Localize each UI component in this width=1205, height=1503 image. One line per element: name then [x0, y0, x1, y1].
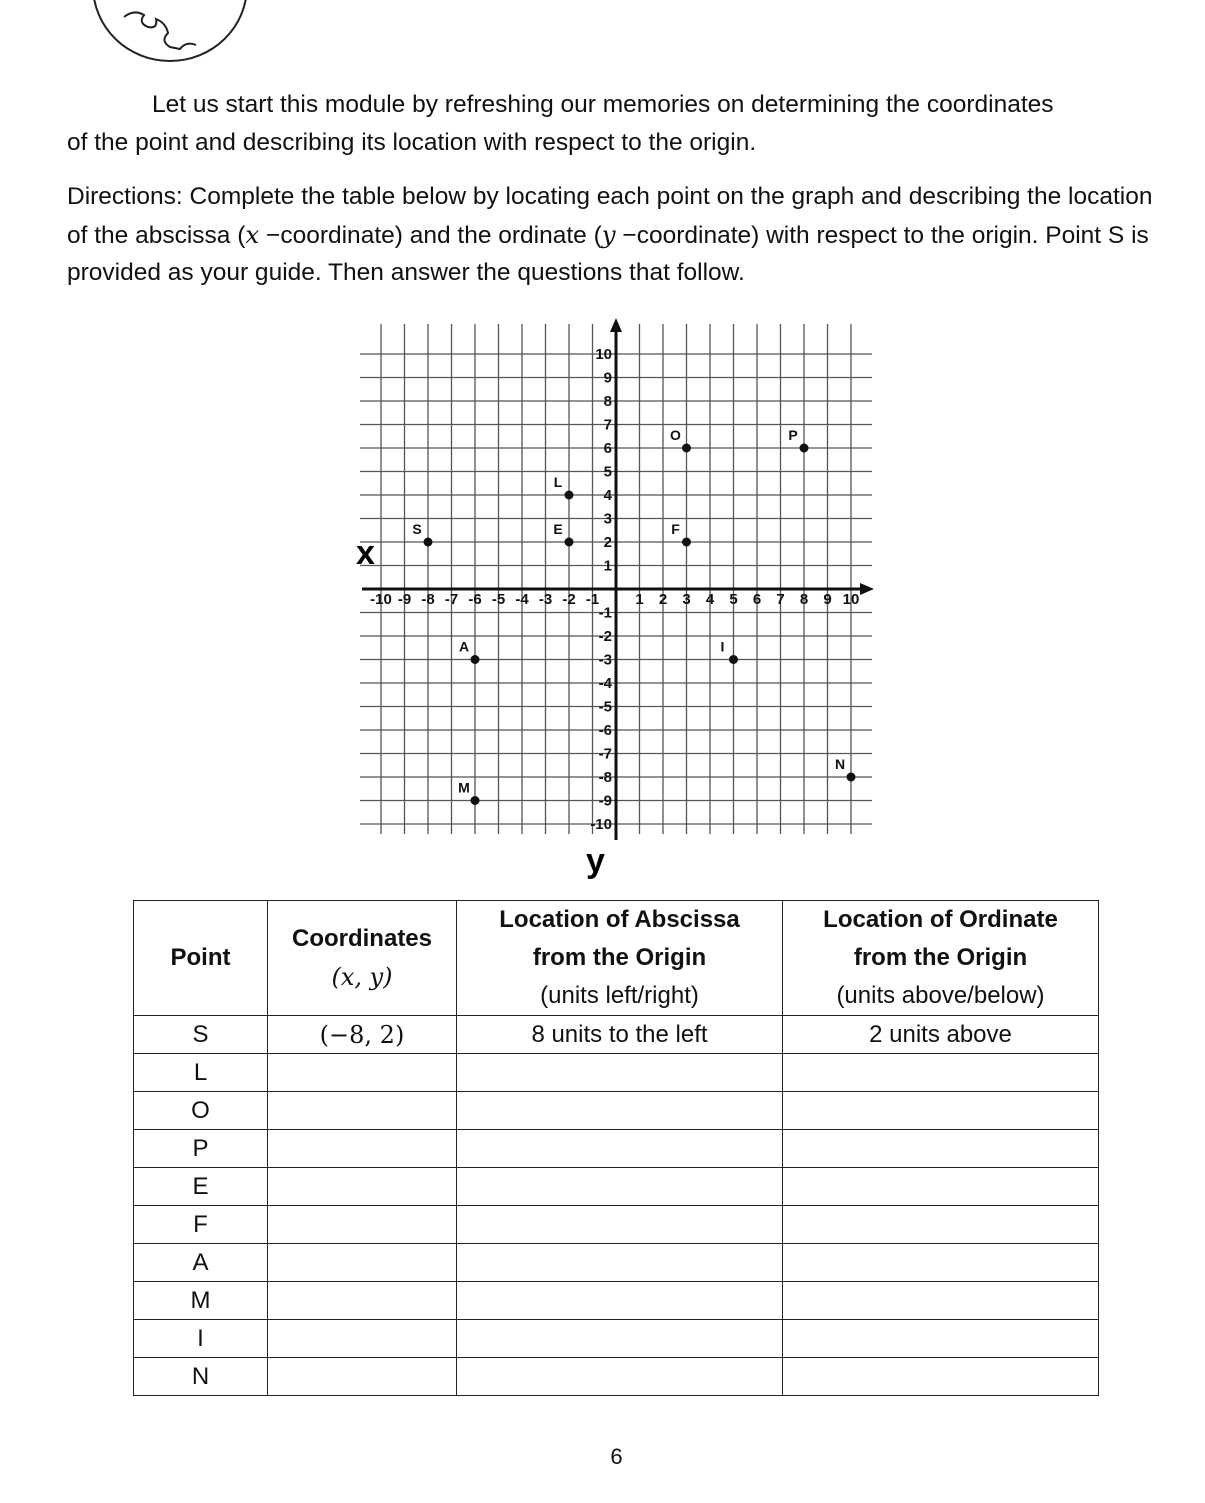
directions-text-1: Directions: Complete the table below by locating each point on the graph and describing the location of the abscissa (: [67, 183, 1153, 249]
point-marker: [471, 796, 480, 805]
graph-point-m: [458, 780, 479, 806]
x-tick-label: 9: [823, 591, 832, 608]
header-coordinates: [268, 901, 457, 1016]
y-tick-label: -1: [598, 604, 612, 622]
directions-paragraph: [67, 178, 1177, 292]
point-cell: L: [134, 1054, 268, 1092]
y-axis-arrow-up: [610, 318, 622, 332]
x-tick-label: 1: [635, 591, 644, 608]
point-label: I: [720, 638, 725, 655]
point-cell: S: [134, 1016, 268, 1054]
ordinate-cell[interactable]: [783, 1244, 1099, 1282]
table-row: [134, 1130, 1099, 1168]
graph-point-a: [459, 639, 480, 665]
page-number: 6: [610, 1444, 623, 1469]
table-row: [134, 1244, 1099, 1282]
x-tick-label: -10: [370, 591, 392, 608]
coordinate-graph: [340, 312, 890, 882]
graph-point-s: [412, 521, 432, 547]
module-logo-circle: [92, 0, 248, 62]
graph-point-o: [670, 427, 691, 453]
coordinates-cell[interactable]: [268, 1320, 457, 1358]
directions-x-variable: x: [245, 219, 260, 249]
abscissa-cell[interactable]: [457, 1168, 783, 1206]
graph-point-n: [835, 756, 856, 782]
point-label: A: [458, 638, 470, 655]
point-marker: [682, 444, 691, 453]
x-tick-label: 10: [842, 591, 860, 608]
table-row: [134, 1016, 1099, 1054]
y-tick-label: -6: [598, 722, 612, 739]
plotted-points: [412, 427, 855, 805]
x-tick-label: -7: [444, 591, 459, 608]
x-tick-label: 3: [682, 591, 691, 608]
ordinate-cell[interactable]: 2 units above: [783, 1016, 1099, 1054]
point-label: P: [788, 427, 798, 443]
y-tick-label: -10: [590, 816, 612, 833]
y-tick-label: 5: [603, 463, 612, 481]
point-label: N: [834, 756, 846, 772]
point-label: F: [671, 521, 680, 537]
x-tick-label: 7: [776, 591, 785, 608]
header-abscissa-line1: Location of Abscissa: [499, 906, 740, 933]
x-tick-label: -2: [562, 591, 576, 608]
x-tick-label: -8: [421, 591, 435, 608]
point-label: M: [458, 779, 470, 796]
x-axis-arrow-right: [860, 583, 874, 595]
point-cell: P: [134, 1130, 268, 1168]
y-tick-label: 9: [603, 369, 612, 387]
y-tick-label: 6: [603, 440, 612, 457]
ordinate-cell[interactable]: [783, 1320, 1099, 1358]
graph-point-e: [553, 521, 573, 547]
directions-text-2: −coordinate) and the ordinate (: [259, 221, 602, 249]
coordinates-cell[interactable]: [268, 1282, 457, 1320]
x-tick-label: -1: [585, 591, 600, 608]
x-tick-label: 8: [799, 591, 809, 608]
table-row: [134, 1092, 1099, 1130]
x-tick-label: -4: [515, 591, 529, 608]
y-tick-label: -7: [598, 745, 612, 763]
point-marker: [682, 538, 691, 547]
header-abscissa: [457, 901, 783, 1016]
header-ordinate: [783, 901, 1099, 1016]
coordinates-cell[interactable]: [268, 1206, 457, 1244]
header-abscissa-sub: (units left/right): [540, 982, 699, 1009]
header-point: Point: [134, 901, 268, 1016]
intro-line-2: of the point and describing its location with respect to the origin.: [67, 128, 757, 156]
point-label: O: [670, 427, 681, 443]
point-cell: F: [134, 1206, 268, 1244]
y-tick-label: 8: [603, 393, 612, 410]
ordinate-cell[interactable]: [783, 1282, 1099, 1320]
coordinates-cell[interactable]: [268, 1130, 457, 1168]
abscissa-cell[interactable]: [457, 1054, 783, 1092]
point-cell: E: [134, 1168, 268, 1206]
coordinates-cell[interactable]: (−8, 2): [268, 1016, 457, 1054]
y-tick-label: 7: [603, 416, 612, 434]
point-cell: N: [134, 1358, 268, 1396]
coordinates-cell[interactable]: [268, 1092, 457, 1130]
ordinate-cell[interactable]: [783, 1092, 1099, 1130]
y-tick-label: 2: [603, 534, 612, 551]
abscissa-cell[interactable]: [457, 1320, 783, 1358]
coordinates-cell[interactable]: [268, 1358, 457, 1396]
abscissa-cell[interactable]: [457, 1282, 783, 1320]
x-tick-label: 5: [729, 591, 738, 608]
header-ordinate-line1: Location of Ordinate: [823, 906, 1058, 933]
x-tick-label: -3: [538, 591, 553, 608]
x-tick-label: -5: [491, 591, 506, 608]
ordinate-cell[interactable]: [783, 1206, 1099, 1244]
table-row: [134, 1358, 1099, 1396]
y-tick-label: -4: [598, 675, 612, 692]
abscissa-cell[interactable]: [457, 1244, 783, 1282]
abscissa-cell[interactable]: [457, 1358, 783, 1396]
point-label: S: [412, 521, 422, 537]
y-tick-label: -9: [598, 792, 612, 810]
x-tick-label: -9: [397, 591, 412, 608]
abscissa-cell[interactable]: [457, 1092, 783, 1130]
header-abscissa-line2: from the Origin: [532, 944, 707, 971]
y-tick-label: -3: [598, 651, 612, 669]
answers-table: [133, 900, 1099, 1396]
y-tick-label: -8: [598, 769, 612, 786]
point-marker: [729, 655, 738, 664]
graph-point-i: [721, 639, 738, 665]
ordinate-cell[interactable]: [783, 1358, 1099, 1396]
table-row: [134, 1168, 1099, 1206]
table-row: [134, 1054, 1099, 1092]
table-header-row: [134, 901, 1099, 1016]
point-label: L: [553, 474, 563, 490]
table-row: [134, 1282, 1099, 1320]
y-tick-label: -2: [598, 628, 612, 645]
x-tick-label: -6: [468, 591, 482, 608]
header-ordinate-line2: from the Origin: [853, 944, 1028, 971]
y-tick-label: 3: [603, 510, 612, 528]
point-cell: O: [134, 1092, 268, 1130]
abscissa-cell[interactable]: [457, 1130, 783, 1168]
y-axis-label: y: [586, 842, 605, 880]
point-label: E: [553, 521, 563, 537]
point-marker: [565, 538, 574, 547]
graph-point-f: [671, 521, 691, 547]
point-marker: [565, 491, 574, 500]
header-ordinate-sub: (units above/below): [836, 982, 1045, 1009]
y-tick-label: 10: [595, 346, 612, 363]
header-coordinates-label: Coordinates: [291, 924, 432, 952]
point-marker: [800, 444, 809, 453]
point-cell: M: [134, 1282, 268, 1320]
ordinate-cell[interactable]: [783, 1130, 1099, 1168]
directions-text-3: −coordinate) with respect to the origin. Point S is provided as your guide. Then answer the questions that follow.: [67, 221, 1149, 286]
intro-line-1: Let us start this module by refreshing our memories on determining the coordinates: [152, 91, 1054, 118]
x-axis-label: x: [356, 534, 375, 572]
point-marker: [424, 538, 433, 547]
x-tick-label: 2: [658, 591, 668, 608]
header-coordinates-sub: (x, y): [331, 962, 393, 991]
y-tick-label: 1: [603, 557, 612, 575]
directions-y-variable: y: [601, 219, 616, 249]
coordinates-cell[interactable]: [268, 1054, 457, 1092]
point-cell: I: [134, 1320, 268, 1358]
table-row: [134, 1206, 1099, 1244]
graph-point-l: [554, 474, 574, 500]
y-tick-label: 4: [603, 487, 612, 504]
y-tick-label: -5: [598, 698, 612, 716]
point-marker: [847, 773, 856, 782]
intro-paragraph: [67, 86, 1177, 161]
puzzle-piece-icon: [94, 0, 246, 60]
abscissa-cell[interactable]: 8 units to the left: [457, 1016, 783, 1054]
x-tick-label: 4: [705, 591, 715, 608]
point-marker: [471, 655, 480, 664]
point-cell: A: [134, 1244, 268, 1282]
coordinates-cell[interactable]: [268, 1244, 457, 1282]
ordinate-cell[interactable]: [783, 1168, 1099, 1206]
coordinates-cell[interactable]: [268, 1168, 457, 1206]
table-row: [134, 1320, 1099, 1358]
x-tick-label: 6: [752, 591, 762, 608]
graph-point-p: [788, 427, 808, 453]
abscissa-cell[interactable]: [457, 1206, 783, 1244]
axes: [362, 318, 874, 840]
ordinate-cell[interactable]: [783, 1054, 1099, 1092]
